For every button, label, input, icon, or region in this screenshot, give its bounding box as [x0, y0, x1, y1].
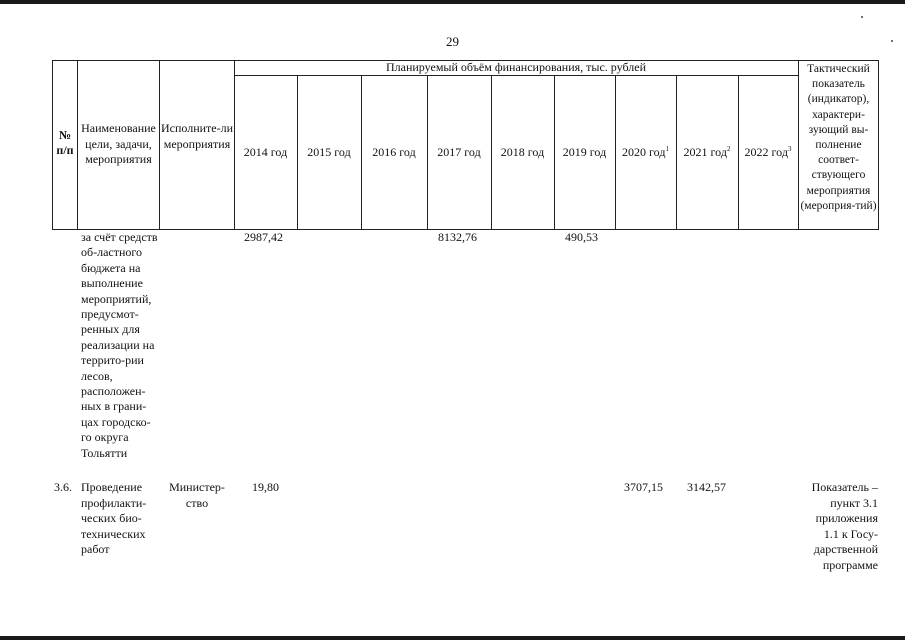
row-value-2019: 490,53: [565, 230, 598, 244]
row-num: 3.6.: [54, 480, 72, 494]
row-value-2014: 19,80: [252, 480, 279, 494]
header-year-2014: 2014 год: [243, 145, 288, 159]
header-executor: Исполните-ли мероприятия: [160, 121, 234, 151]
row-executor: Министер-ство: [169, 480, 225, 510]
row-value-2020: 3707,15: [624, 480, 663, 494]
page-number: 29: [446, 34, 459, 49]
header-year-2019: 2019 год: [562, 145, 607, 159]
page-bottom-border: [0, 636, 905, 640]
row-value-2014: 2987,42: [244, 230, 283, 244]
header-funding-group: Планируемый объём финансирования, тыс. рублей: [385, 60, 646, 74]
header-year-2016: 2016 год: [372, 145, 416, 159]
header-year-2018: 2018 год: [500, 145, 545, 159]
page-top-border: [0, 0, 905, 4]
row-value-2017: 8132,76: [438, 230, 477, 244]
row-value-2021: 3142,57: [687, 480, 726, 494]
row-name: Проведение профилакти-ческих био-технических работ: [81, 480, 147, 556]
funding-subheader-line: [234, 75, 798, 76]
col-line: [878, 60, 879, 230]
scan-speck: [861, 16, 863, 18]
header-year-2017: 2017 год: [437, 145, 481, 159]
header-num: № п/п: [56, 128, 74, 157]
header-year-2020: 2020 год$^1$: [622, 145, 669, 159]
header-year-2021: 2021 год$^2$: [683, 145, 731, 159]
header-indicator: Тактический показатель (индикатор), характери-зующий вы-полнение соответ-ствующего мероприятия (мероприя-тий): [800, 63, 877, 212]
header-name: Наименование цели, задачи, мероприятия: [81, 121, 156, 166]
header-year-2015: 2015 год: [307, 145, 351, 159]
row-indicator: Показатель – пункт 3.1 приложения 1.1 к Госу-дарственной программе: [811, 480, 878, 572]
row-name: за счёт средств об-ластного бюджета на выполнение мероприятий, предусмот-ренных для реализации на террито-рии лесов, расположен-ных в грани-цах городско-го округа Тольятти: [81, 230, 158, 460]
header-year-2022: 2022 год$^3$: [744, 145, 792, 159]
